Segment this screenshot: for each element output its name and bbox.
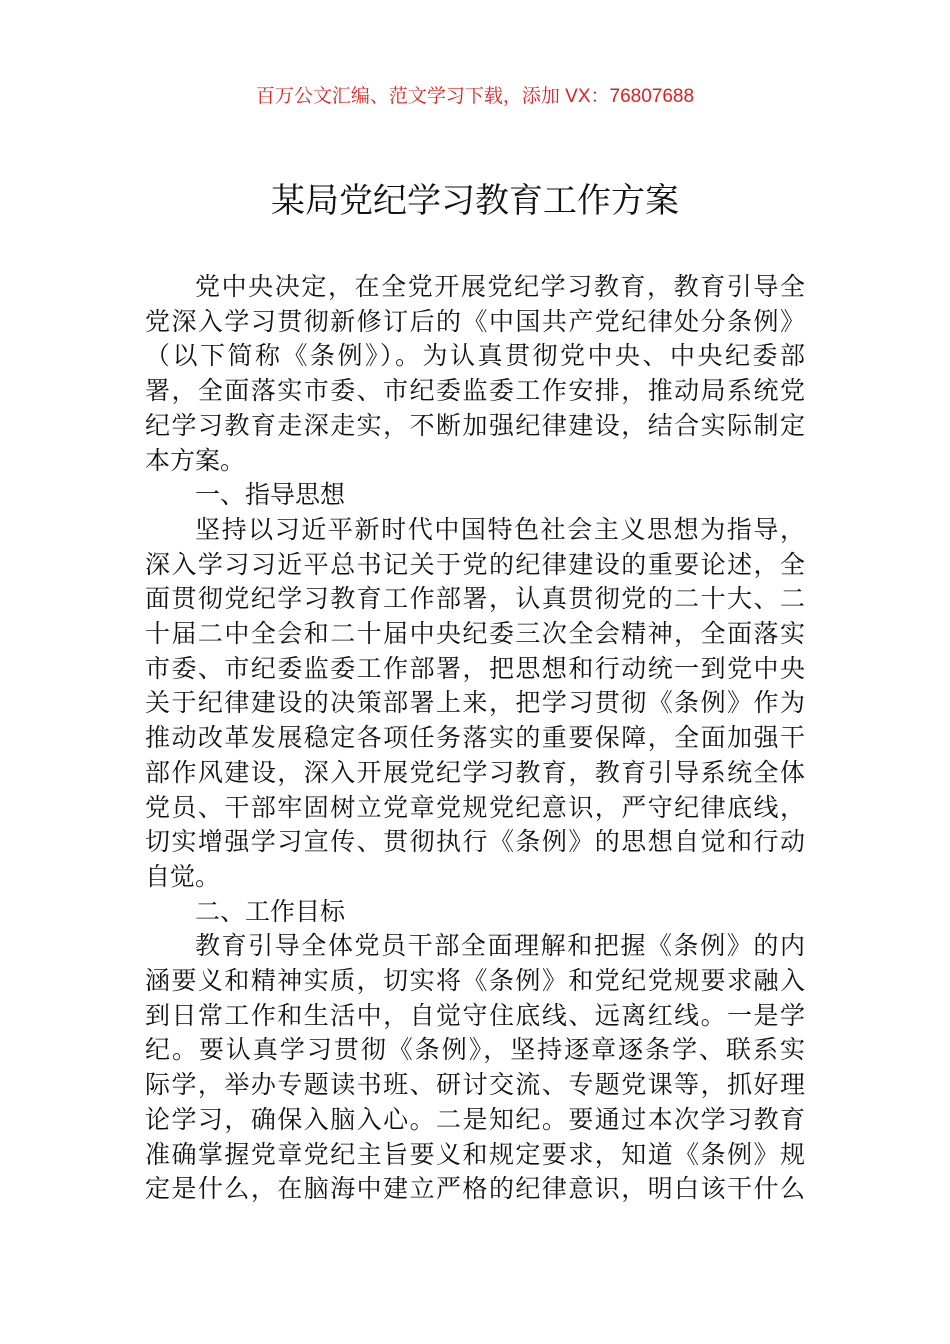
watermark-banner: 百万公文汇编、范文学习下载，添加 VX：76807688 <box>255 86 695 107</box>
paragraph-line: 自觉。 <box>145 862 221 891</box>
paragraph-line: 关于纪律建设的决策部署上来，把学习贯彻《条例》作为 <box>145 689 805 718</box>
paragraph-line: 纪。要认真学习贯彻《条例》，坚持逐章逐条学、联系实 <box>145 1036 805 1065</box>
paragraph-line: 际学，举办专题读书班、研讨交流、专题党课等，抓好理 <box>145 1071 805 1100</box>
paragraph-line: 深入学习习近平总书记关于党的纪律建设的重要论述，全 <box>145 550 805 579</box>
paragraph-line: 部作风建设，深入开展党纪学习教育，教育引导系统全体 <box>145 758 805 787</box>
paragraph-line: 到日常工作和生活中，自觉守住底线、远离红线。一是学 <box>145 1001 805 1030</box>
paragraph-line: 坚持以习近平新时代中国特色社会主义思想为指导， <box>195 515 805 544</box>
document-title: 某局党纪学习教育工作方案 <box>271 182 679 220</box>
paragraph-line: 纪学习教育走深走实，不断加强纪律建设，结合实际制定 <box>145 411 805 440</box>
paragraph-line: 定是什么，在脑海中建立严格的纪律意识，明白该干什么 <box>145 1175 805 1204</box>
paragraph-line: 党中央决定，在全党开展党纪学习教育，教育引导全 <box>195 273 805 301</box>
paragraph-line: 推动改革发展稳定各项任务落实的重要保障，全面加强干 <box>145 724 805 753</box>
paragraph-line: 教育引导全体党员干部全面理解和把握《条例》的内 <box>195 932 805 961</box>
paragraph-line: 署，全面落实市委、市纪委监委工作安排，推动局系统党 <box>145 377 805 406</box>
paragraph-line: 准确掌握党章党纪主旨要义和规定要求，知道《条例》规 <box>145 1140 805 1169</box>
paragraph-line: 党员、干部牢固树立党章党规党纪意识，严守纪律底线， <box>145 793 805 822</box>
paragraph-line: 涵要义和精神实质，切实将《条例》和党纪党规要求融入 <box>145 967 805 995</box>
paragraph-line: 切实增强学习宣传、贯彻执行《条例》的思想自觉和行动 <box>145 828 805 857</box>
paragraph-line: 十届二中全会和二十届中央纪委三次全会精神，全面落实 <box>145 620 805 648</box>
paragraph-line: （以下简称《条例》）。为认真贯彻党中央、中央纪委部 <box>145 342 805 371</box>
paragraph-line: 面贯彻党纪学习教育工作部署，认真贯彻党的二十大、二 <box>145 585 805 614</box>
paragraph-line: 论学习，确保入脑入心。二是知纪。要通过本次学习教育 <box>145 1105 805 1134</box>
paragraph-line: 党深入学习贯彻新修订后的《中国共产党纪律处分条例》 <box>145 307 805 336</box>
section-heading: 二、工作目标 <box>195 897 346 926</box>
paragraph-line: 市委、市纪委监委工作部署，把思想和行动统一到党中央 <box>145 654 805 683</box>
paragraph-line: 本方案。 <box>145 446 246 475</box>
section-heading: 一、指导思想 <box>195 481 346 510</box>
